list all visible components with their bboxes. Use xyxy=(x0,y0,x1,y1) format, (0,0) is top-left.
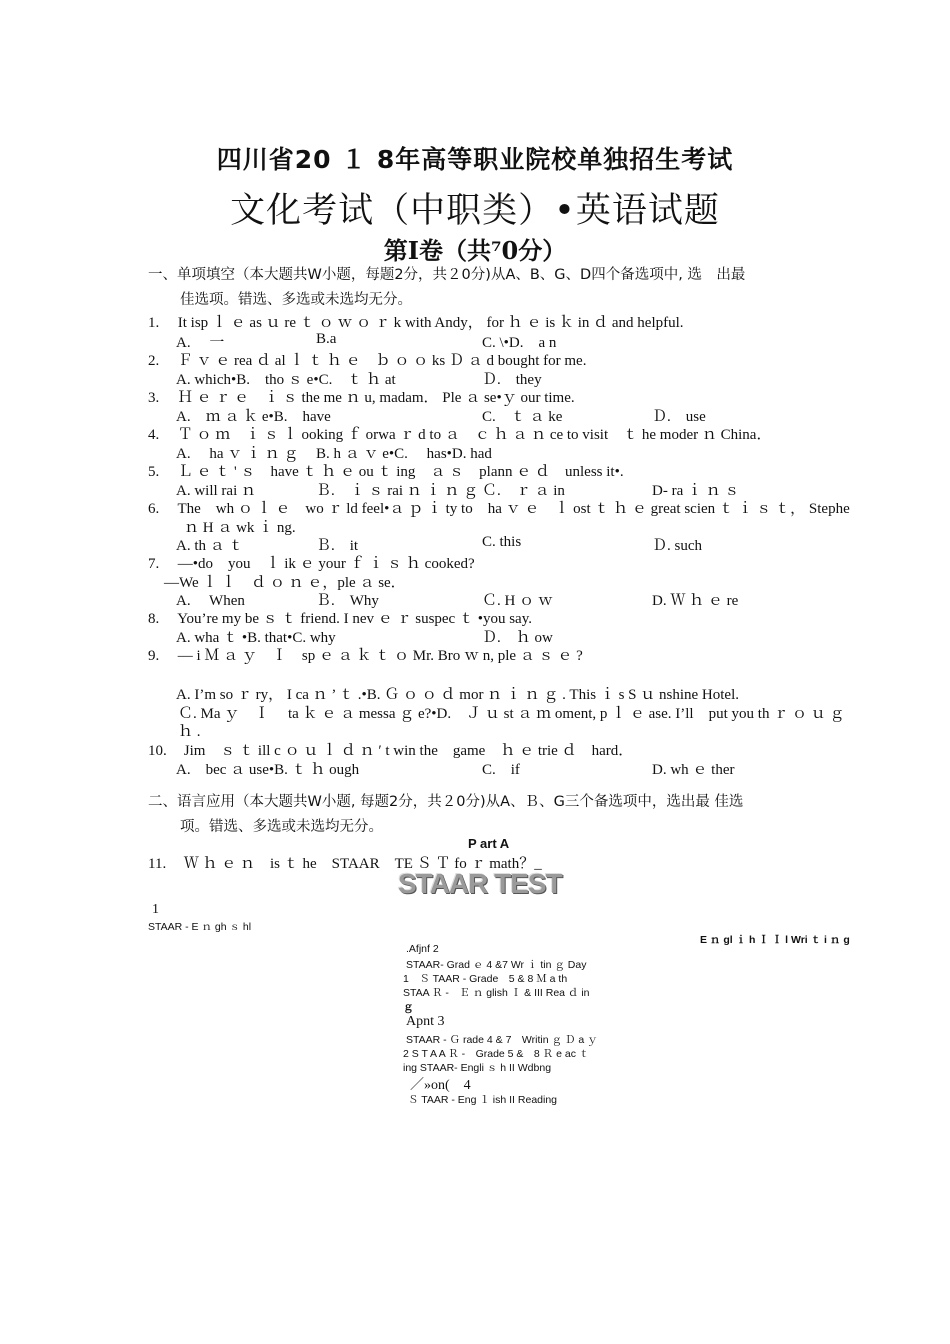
q6-option-b: Ｂ. it xyxy=(316,538,359,554)
question-1 xyxy=(148,311,684,332)
question-number: 8. xyxy=(148,611,160,627)
part-a-heading: P art A xyxy=(468,836,510,851)
q6-option-d: Ｄ. such xyxy=(652,538,702,554)
q5-option-c: Ｃ. ｒ ａ in xyxy=(482,483,565,499)
q1-option-b: B.a xyxy=(316,331,337,347)
question-3 xyxy=(148,386,575,407)
question-number: 11. xyxy=(148,856,167,872)
question-9 xyxy=(148,644,583,665)
q9-option-ab: A. I’m so ｒ ry， I ca ｎ ’ ｔ .•B. Ｇ ｏ ｏ ｄ mor ｎ ｉ ｎ ｇ . This ｉ s S ｕ nshine Hotel. xyxy=(176,687,739,703)
section1-line2: 佳选项。错选、多选或未选均无分。 xyxy=(180,292,412,308)
section1-instructions xyxy=(148,263,838,313)
fig-left-number: 1 xyxy=(152,902,159,917)
fig-line-4: STAA Ｒ - Ｅ ｎ glish Ｉ & III Rea ｄ in xyxy=(403,987,590,999)
q6-option-a: A. th ａ ｔ xyxy=(176,538,244,554)
question-stem: Ｗ ｈ ｅ ｎ is ｔ he STAAR TE Ｓ Ｔ fo ｒ math？_ xyxy=(183,856,542,872)
q4-option-a: A. ha ｖ ｉ ｎ ｇ xyxy=(176,446,299,462)
question-stem: The wh ｏ ｌ ｅ wo ｒ ld feel•ａ ｐ ｉ ty to ha ｖ ｅ ｌ ost ｔ ｈ ｅ great scien ｔ ｉ ｓ ｔ， Stephe xyxy=(177,501,850,517)
question-number: 9. xyxy=(148,648,160,664)
fig-line-8: 2 S T A A Ｒ - Grade 5 & 8 Ｒ e ac ｔ xyxy=(403,1048,590,1060)
q8-option-abc: A. wha ｔ •B. that•C. why xyxy=(176,630,336,646)
question-number: 1. xyxy=(148,315,160,331)
q1-option-cd: C. \•D. a n xyxy=(482,335,557,351)
question-number: 3. xyxy=(148,390,160,406)
q5-option-b: Ｂ. ｉ ｓ rai ｎ ｉ ｎ ｇ xyxy=(316,483,479,499)
q10-option-c: C. if xyxy=(482,762,520,778)
fig-line-9: ing STAAR- Engli ｓ h II Wdbng xyxy=(403,1062,552,1074)
q7-option-a: A. When xyxy=(176,593,245,609)
q3-option-c: C. ｔ ａ ke xyxy=(482,409,563,425)
fig-line-1: .Afjnf 2 xyxy=(406,943,439,955)
question-number: 2. xyxy=(148,353,160,369)
q3-option-ab: A. ｍ ａ ｋ e•B. have xyxy=(176,409,331,425)
exam-title-line3: 第I卷（共⁷0分） xyxy=(383,236,567,265)
question-stem: You’re my be ｓ ｔ friend. I nev ｅ ｒ suspec ｔ •you say. xyxy=(177,611,532,627)
q10-option-d: D. wh ｅ ther xyxy=(652,762,735,778)
question-7 xyxy=(148,552,475,573)
question-stem: Ｆ ｖ ｅ rea ｄ al ｌ ｔ ｈ ｅ ｂ ｏ ｏ ks Ｄ ａ d bought for me. xyxy=(177,353,587,369)
q9-option-cd-continued: ｈ . xyxy=(178,724,201,740)
question-8 xyxy=(148,607,532,628)
q7-option-b: Ｂ. Why xyxy=(316,593,379,609)
q7-option-d: D. Ｗ ｈ ｅ re xyxy=(652,593,739,609)
q2-option-abc: A. which•B. tho ｓ e•C. ｔ ｈ at xyxy=(176,372,396,388)
question-5 xyxy=(148,460,624,481)
question-number: 6. xyxy=(148,501,160,517)
section1-line1: 一、单项填空（本大题共W小题，每题2分，共２0分)从A、B、G、D四个备选项中, 选 出最 xyxy=(148,267,746,283)
q7-response-line: —We ｌ ｌ ｄ ｏ ｎ ｅ，ple ａ se． xyxy=(164,575,406,591)
question-stem: Jim ｓ ｔ ill c ｏ ｕ ｌ ｄ ｎ ′ t win the game ｈ ｅ trie ｄ hard． xyxy=(183,743,634,759)
q5-option-a: A. will rai ｎ xyxy=(176,483,256,499)
question-stem: It isp ｌ ｅ as ｕ re ｔ ｏ ｗ ｏ ｒ k with Andy， for ｈ ｅ is ｋ in ｄ and helpful. xyxy=(177,315,684,331)
fig-line-6: Apnt 3 xyxy=(406,1014,445,1029)
question-stem: — i Ｍ ａ ｙ Ｉ sp ｅ ａ ｋ ｔ ｏ Mr. Bro ｗ n, ple ａ ｓ ｅ ? xyxy=(177,648,583,664)
question-4 xyxy=(148,423,771,444)
fig-line-5: ｇ xyxy=(403,1001,414,1013)
question-2 xyxy=(148,349,586,370)
q8-option-d: Ｄ. ｈ ow xyxy=(482,630,553,646)
exam-title-line1: 四川省20 １ 8年高等职业院校单独招生考试 xyxy=(216,145,734,174)
fig-right-label: E ｎ gl ｉ h Ｉ Ｉ l Wri ｔ i ｎ g xyxy=(700,934,850,946)
question-number: 10. xyxy=(148,743,167,759)
fig-line-3: 1 Ｓ TAAR - Grade 5 & 8 Ｍ a th xyxy=(403,973,568,985)
q1-option-a: A. 一 xyxy=(176,335,225,351)
q10-option-ab: A. bec ａ use•B. ｔ ｈ ough xyxy=(176,762,360,778)
q6-stem-continued: ｎ H ａ wk ｉ ng. xyxy=(184,520,296,536)
fig-line-11: Ｓ TAAR - Eng １ ish II Reading xyxy=(408,1094,558,1106)
question-stem: —•do you ｌ ik ｅ your ｆ ｉ ｓ ｈ cooked? xyxy=(177,556,475,572)
fig-line-7: STAAR - Ｇ rade 4 & 7 Writin ｇ Ｄ a ｙ xyxy=(406,1034,598,1046)
question-number: 5. xyxy=(148,464,160,480)
fig-left-label: STAAR - E ｎ gh ｓ hl xyxy=(148,921,252,933)
question-stem: Ｈ ｅ ｒ ｅ ｉ ｓ the me ｎ u, madam． Ple ａ se•ｙ our time. xyxy=(177,390,575,406)
q7-option-c: Ｃ. H ｏ ｗ xyxy=(482,593,553,609)
q3-option-d: Ｄ. use xyxy=(652,409,706,425)
question-6 xyxy=(148,497,850,518)
exam-title-line2: 文化考试（中职类）•英语试题 xyxy=(230,191,720,231)
q6-option-c: C. this xyxy=(482,534,522,550)
question-number: 4. xyxy=(148,427,160,443)
question-stem: Ｌ ｅ ｔ ' ｓ have ｔ ｈ ｅ ou ｔ ing ａ ｓ plann ｅ ｄ unless it•. xyxy=(177,464,624,480)
q2-option-d: Ｄ. they xyxy=(482,372,542,388)
q9-option-cd: Ｃ. Ma ｙ Ｉ ta ｋ ｅ ａ messa ｇ e?•D. Ｊ ｕ st ａ ｍ oment, p ｌ ｅ ase. I’ll put you th ｒ ｏ ｕ ｇ xyxy=(178,706,845,722)
section2-line1: 二、语言应用（本大题共W小题, 每题2分，共２0分)从A、Ｂ、G三个备选项中，选出最 佳选 xyxy=(148,794,744,810)
question-stem: Ｔ ｏ ｍ ｉ ｓ ｌ ooking ｆ orwa ｒ d to ａ ｃ ｈ ａ ｎ ce to visit ｔ he moder ｎ China． xyxy=(177,427,772,443)
section2-instructions xyxy=(148,790,838,840)
fig-line-2: STAAR- Grad ｅ 4 &7 Wr ｉ tin ｇ Day xyxy=(406,959,587,971)
staar-test-logo: STAAR TEST xyxy=(398,868,562,899)
question-10 xyxy=(148,739,633,760)
question-number: 7. xyxy=(148,556,160,572)
q5-option-d: D- ra ｉ ｎ ｓ xyxy=(652,483,740,499)
fig-line-10: ／»on( 4 xyxy=(410,1078,471,1093)
section2-line2: 项。错选、多选或未选均无分。 xyxy=(180,819,383,835)
q4-option-bcd: B. h ａ ｖ e•C. has•D. had xyxy=(316,446,492,462)
